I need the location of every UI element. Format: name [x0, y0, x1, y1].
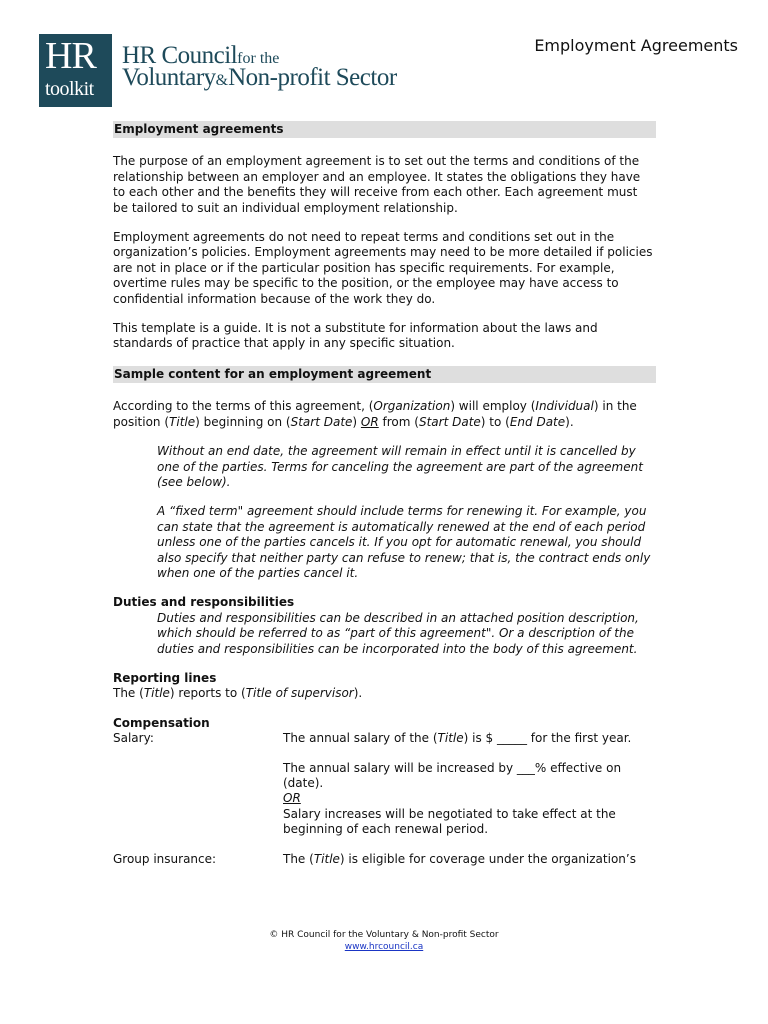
paragraph-agreement-terms: According to the terms of this agreement, (Organization) will employ (Individual) in the position (Title) beginning on (Start Date) OR from (Start Date) to (End Date). — [113, 399, 637, 429]
reporting-text: The (Title) reports to (Title of supervisor). — [113, 686, 363, 701]
document-body — [113, 121, 656, 867]
heading-duties: Duties and responsibilities — [113, 595, 295, 610]
org-amp: & — [215, 72, 229, 89]
org-voluntary: Voluntary — [122, 64, 216, 91]
placeholder-organization: Organization — [373, 399, 451, 414]
salary-negotiated: Salary increases will be negotiated to take effect at the beginning of each renewal period. — [283, 806, 616, 837]
placeholder-start-date: Start Date — [290, 414, 353, 429]
salary-or: OR — [283, 791, 301, 806]
org-nonprofit: Non-profit Sector — [228, 64, 397, 91]
placeholder-start-date-2: Start Date — [418, 414, 481, 429]
org-council: HR Council — [122, 42, 238, 69]
insurance-label: Group insurance: — [113, 851, 217, 866]
document-title: Employment Agreements — [534, 36, 738, 55]
section-heading-employment-agreements: Employment agreements — [113, 121, 656, 138]
salary-increase: The annual salary will be increased by ___% effective on (date). — [283, 760, 622, 790]
section-heading-sample-content: Sample content for an employment agreement — [113, 366, 656, 383]
insurance-text: The (Title) is eligible for coverage under the organization’s — [283, 851, 636, 866]
note-no-end-date: Without an end date, the agreement will remain in effect until it is cancelled by one of the parties. Terms for canceling the agreement are part of the agreement (see below). — [157, 444, 643, 489]
heading-compensation: Compensation — [113, 715, 210, 730]
salary-first-year: The annual salary of the (Title) is $ _____ for the first year. — [283, 731, 632, 746]
paragraph-policies: Employment agreements do not need to repeat terms and conditions set out in the organization’s policies. Employment agreements may need to be more detailed if policies are not in place or if the particular position has specific requirements. For example, overtime rules may be specific to the position, or the employee may have access to confidential information because of the work they do. — [113, 230, 653, 306]
salary-label: Salary: — [113, 731, 154, 746]
note-fixed-term: A “fixed term" agreement should include terms for renewing it. For example, you can state that the agreement is automatically renewed at the end of each period unless one of the parties cancels it. If you opt for automatic renewal, you should also specify that neither party can refuse to renew; that is, the contract ends only when one of the parties cancel it. — [157, 504, 651, 580]
logo-hr-text: HR — [45, 35, 96, 77]
footer-link[interactable]: www.hrcouncil.ca — [344, 942, 424, 952]
heading-reporting-lines: Reporting lines — [113, 670, 217, 685]
salary-values — [283, 731, 656, 837]
logo-box — [39, 34, 112, 107]
footer — [0, 929, 768, 953]
footer-copyright: © HR Council for the Voluntary & Non-profit Sector — [269, 930, 499, 940]
duties-text: Duties and responsibilities can be described in an attached position description, which should be referred to as “part of this agreement". Or a description of the duties and responsibilities can be incorporated into the body of this agreement. — [157, 610, 639, 656]
org-for-the: for the — [237, 50, 280, 67]
or-underlined: OR — [360, 414, 379, 429]
paragraph-purpose: The purpose of an employment agreement is to set out the terms and conditions of the relationship between an employer and an employee. It states the obligations they have to each other and the benefits they will receive from each other. Each agreement must be tailored to suit an individual employment relationship. — [113, 154, 641, 215]
insurance-row — [113, 852, 656, 867]
paragraph-template-guide: This template is a guide. It is not a substitute for information about the laws and standards of practice that apply in any specific situation. — [113, 321, 598, 351]
placeholder-individual: Individual — [535, 399, 594, 414]
placeholder-title: Title — [169, 414, 196, 429]
placeholder-end-date: End Date — [509, 414, 566, 429]
salary-row — [113, 731, 656, 837]
logo-toolkit-text: toolkit — [45, 78, 94, 100]
